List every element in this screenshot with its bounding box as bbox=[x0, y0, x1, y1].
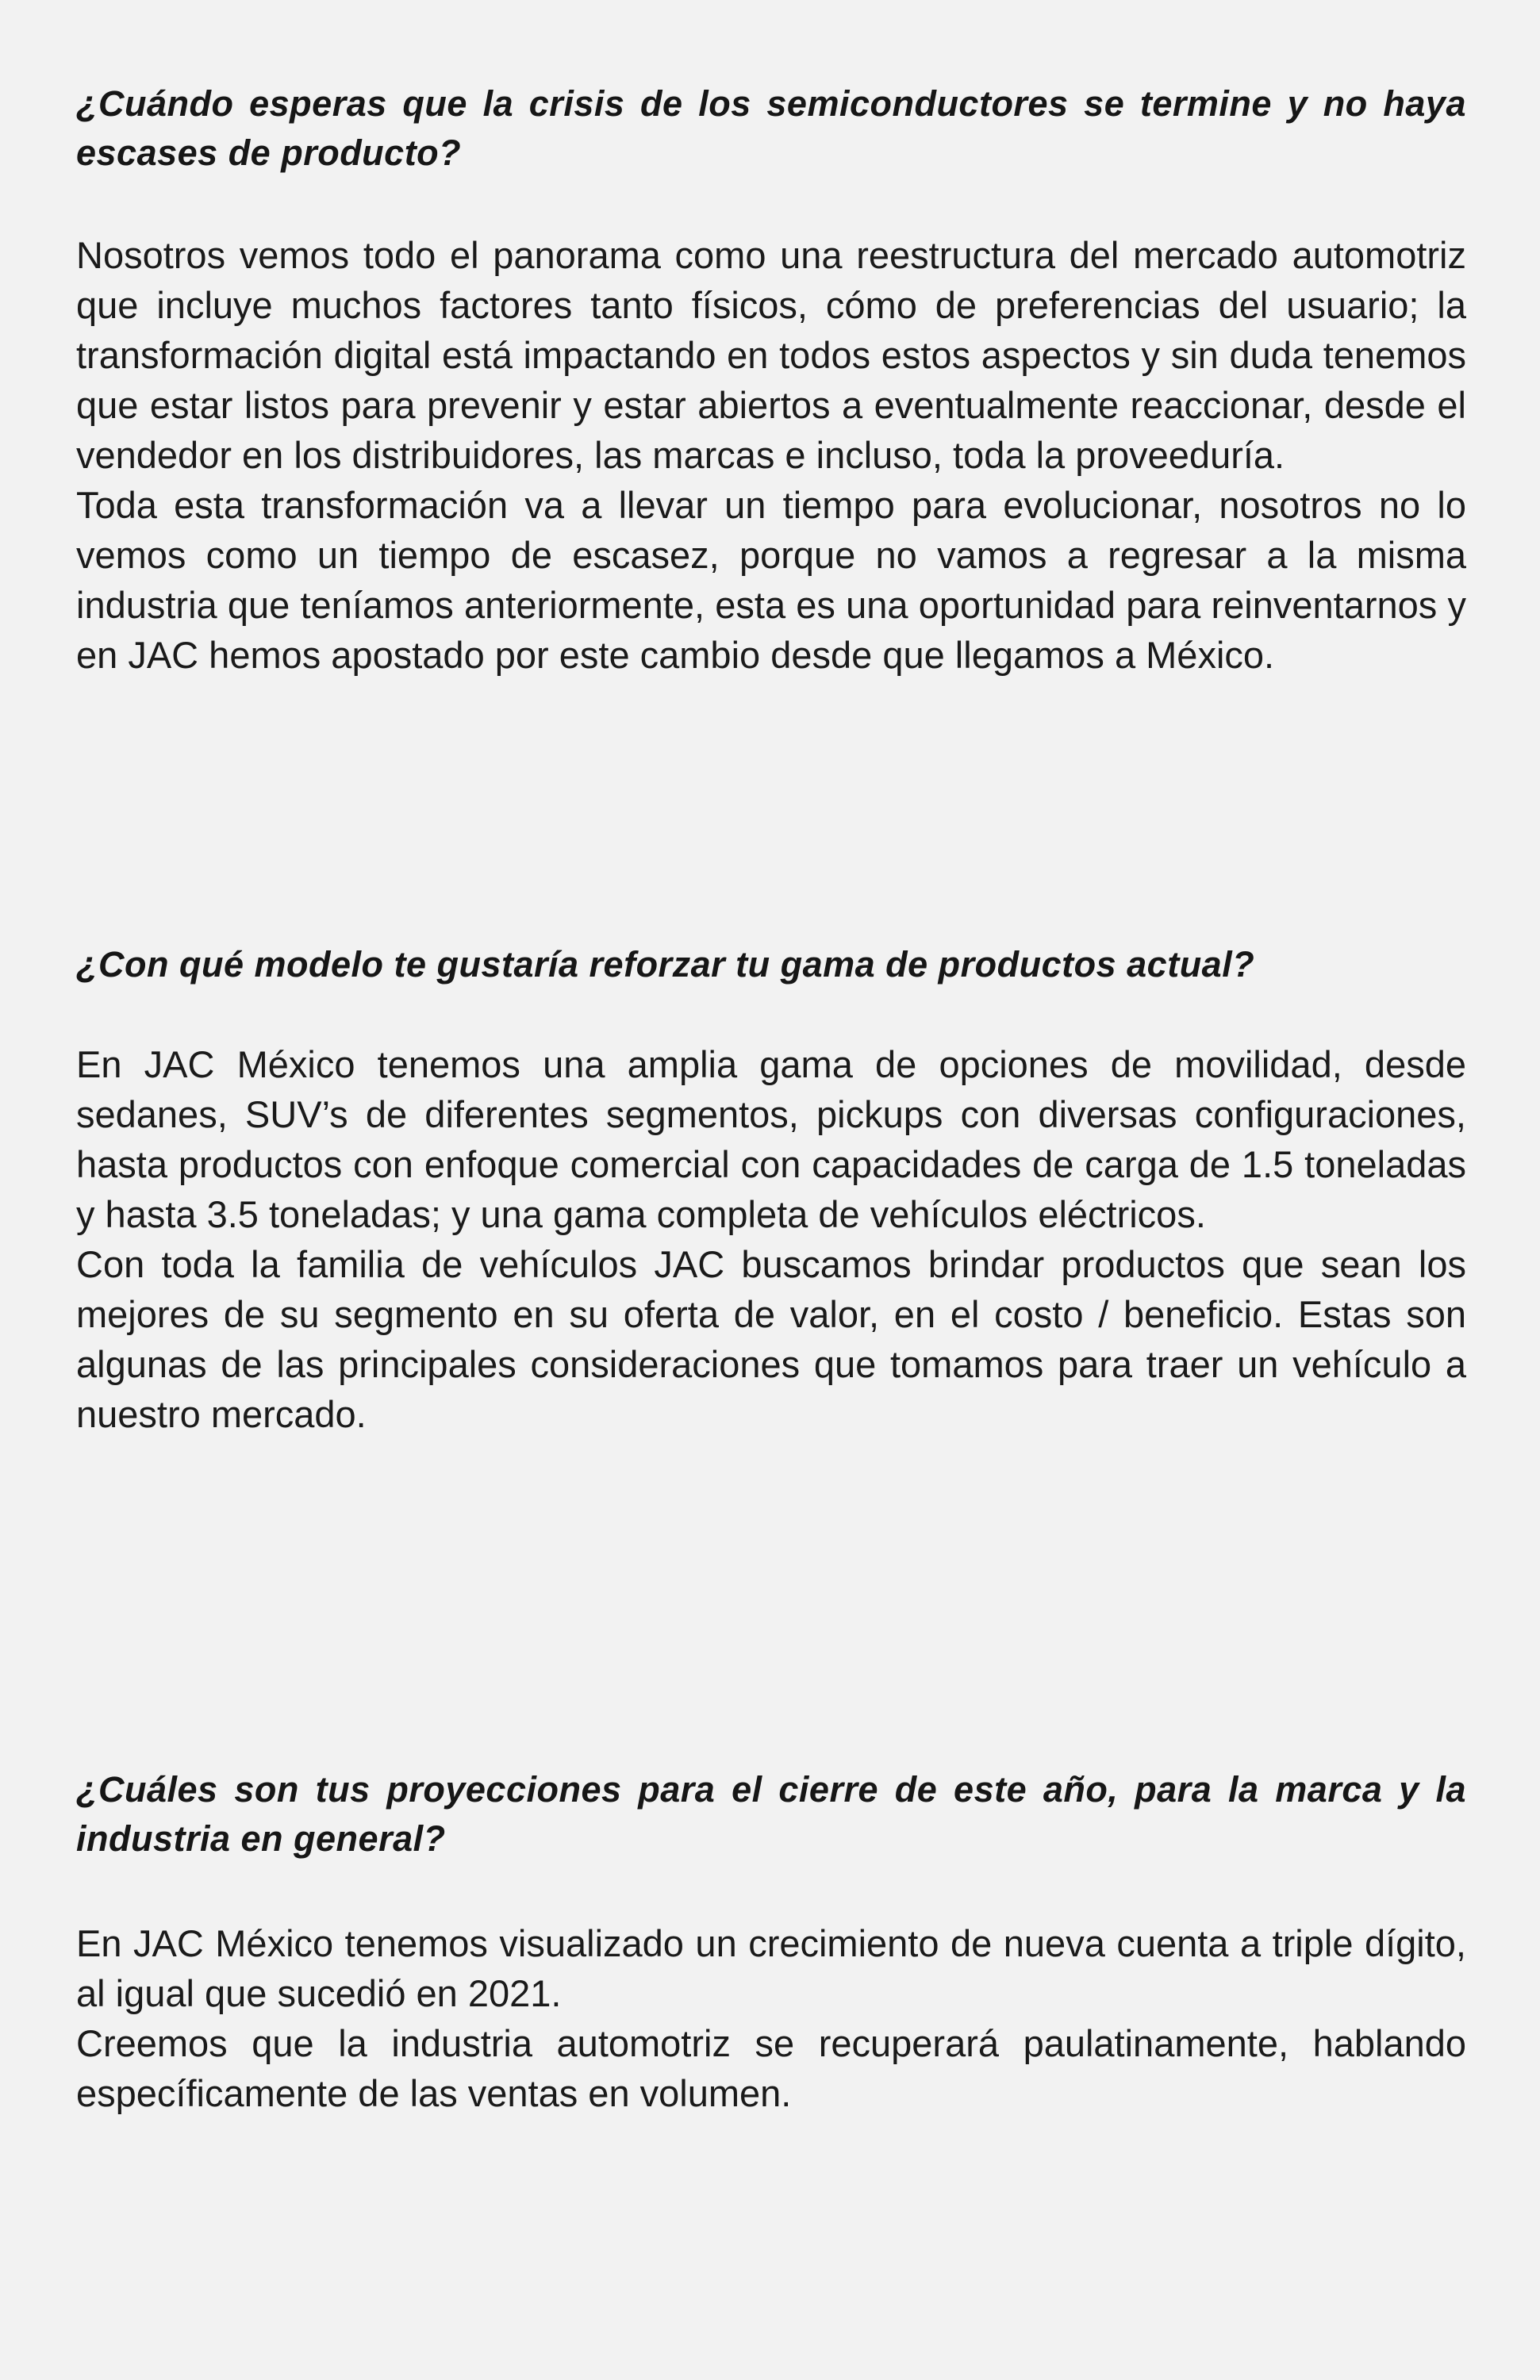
answer-2-paragraph-1: En JAC México tenemos una amplia gama de opciones de movilidad, desde sedanes, SUV’s de diferentes segmentos, pickups con diversas configuraciones, hasta productos con enfoque comercial con capacidades de carga de 1.5 toneladas y hasta 3.5 toneladas; y una gama completa de vehículos eléctricos. bbox=[76, 1043, 1466, 1235]
answer-1-body bbox=[76, 230, 1466, 680]
answer-1-paragraph-2: Toda esta transformación va a llevar un tiempo para evolucionar, nosotros no lo vemos como un tiempo de escasez, porque no vamos a regresar a la misma industria que teníamos anteriormente, esta es una oportunidad para reinventarnos y en JAC hemos apostado por este cambio desde que llegamos a México. bbox=[76, 484, 1466, 676]
answer-2-paragraph-2: Con toda la familia de vehículos JAC buscamos brindar productos que sean los mejores de su segmento en su oferta de valor, en el costo / beneficio. Estas son algunas de las principales consideraciones que tomamos para traer un vehículo a nuestro mercado. bbox=[76, 1243, 1466, 1435]
answer-3-paragraph-2: Creemos que la industria automotriz se recuperará paulatinamente, hablando específicamente de las ventas en volumen. bbox=[76, 2022, 1466, 2114]
answer-3-paragraph-1: En JAC México tenemos visualizado un crecimiento de nueva cuenta a triple dígito, al igual que sucedió en 2021. bbox=[76, 1922, 1466, 2014]
question-3-heading: ¿Cuáles son tus proyecciones para el cierre de este año, para la marca y la industria en general? bbox=[76, 1769, 1466, 1859]
answer-3-body bbox=[76, 1918, 1466, 2118]
answer-2-body bbox=[76, 1039, 1466, 1439]
answer-1-paragraph-1: Nosotros vemos todo el panorama como una reestructura del mercado automotriz que incluye muchos factores tanto físicos, cómo de preferencias del usuario; la transformación digital está impactando en todos estos aspectos y sin duda tenemos que estar listos para prevenir y estar abiertos a eventualmente reaccionar, desde el vendedor en los distribuidores, las marcas e incluso, toda la proveeduría. bbox=[76, 234, 1466, 476]
question-2-heading: ¿Con qué modelo te gustaría reforzar tu gama de productos actual? bbox=[76, 944, 1255, 985]
question-1-heading: ¿Cuándo esperas que la crisis de los semiconductores se termine y no haya escases de producto? bbox=[76, 83, 1466, 173]
